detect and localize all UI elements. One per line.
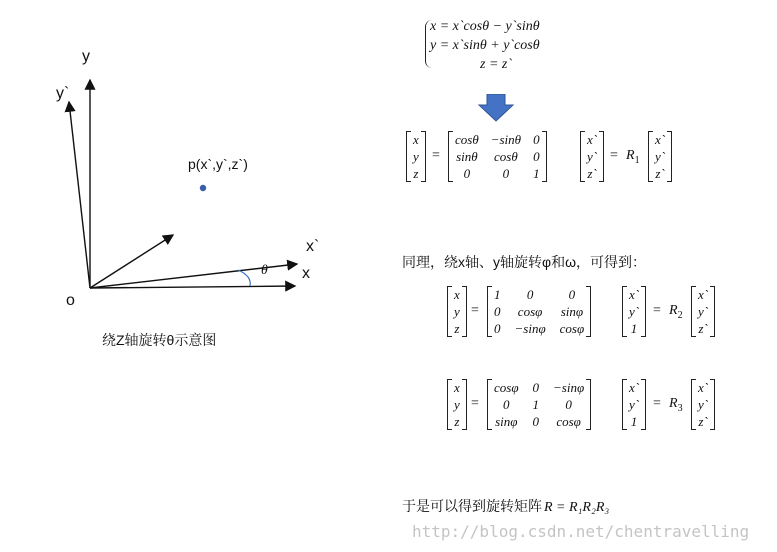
origin-label: o <box>66 292 75 309</box>
matrix1-vector: x` y` z` <box>580 131 604 182</box>
matrix1-lhs: x y z <box>406 131 426 182</box>
matrix2-lhs: x y z <box>447 286 467 337</box>
final-text: 于是可以得到旋转矩阵 <box>402 498 542 514</box>
matrix1-r-label: $R_1$ <box>626 148 640 166</box>
matrix3-result: x` y` z` <box>691 379 715 430</box>
system-eq-3: z = z` <box>480 57 513 72</box>
down-arrow-icon <box>478 94 514 122</box>
x-axis <box>90 286 295 288</box>
matrix3-vector: x` y` 1 <box>622 379 646 430</box>
matrix1-rotation: cosθ −sinθ 0 sinθ cosθ 0 0 0 1 <box>448 131 547 182</box>
final-line <box>402 496 609 516</box>
same-rotation-text: 同理，绕x轴、y轴旋转φ和ω，可得到： <box>402 254 647 270</box>
theta-arc <box>238 270 250 286</box>
matrix3-r-label: $R_3$ <box>669 396 683 414</box>
matrix3-lhs: x y z <box>447 379 467 430</box>
watermark: http://blog.csdn.net/chentravelling <box>412 522 750 541</box>
y-axis-label: y <box>82 48 90 65</box>
y-prime-axis-label: y` <box>56 85 70 102</box>
matrix2-rotation: 1 0 0 0 cosφ sinφ 0 −sinφ cosφ <box>487 286 591 337</box>
x-prime-axis-label: x` <box>306 238 320 255</box>
point-label: p(x`,y`,z`) <box>188 156 248 172</box>
matrix1-result: x` y` z` <box>648 131 672 182</box>
final-formula: R = R₁R₂R₃ <box>544 500 610 515</box>
system-eq-2: y = x`sinθ + y`cosθ <box>430 38 540 53</box>
matrix2-r-label: $R_2$ <box>669 303 683 321</box>
rotation-diagram <box>0 0 380 360</box>
system-eq-1: x = x`cosθ − y`sinθ <box>430 19 540 34</box>
point-p <box>200 185 206 191</box>
theta-label: θ <box>261 263 268 278</box>
matrix2-vector: x` y` 1 <box>622 286 646 337</box>
x-axis-label: x <box>302 265 310 282</box>
diagram-caption: 绕Z轴旋转θ示意图 <box>102 332 217 348</box>
matrix2-result: x` y` z` <box>691 286 715 337</box>
y-prime-axis <box>69 102 90 288</box>
matrix3-rotation: cosφ 0 −sinφ 0 1 0 sinφ 0 cosφ <box>487 379 591 430</box>
